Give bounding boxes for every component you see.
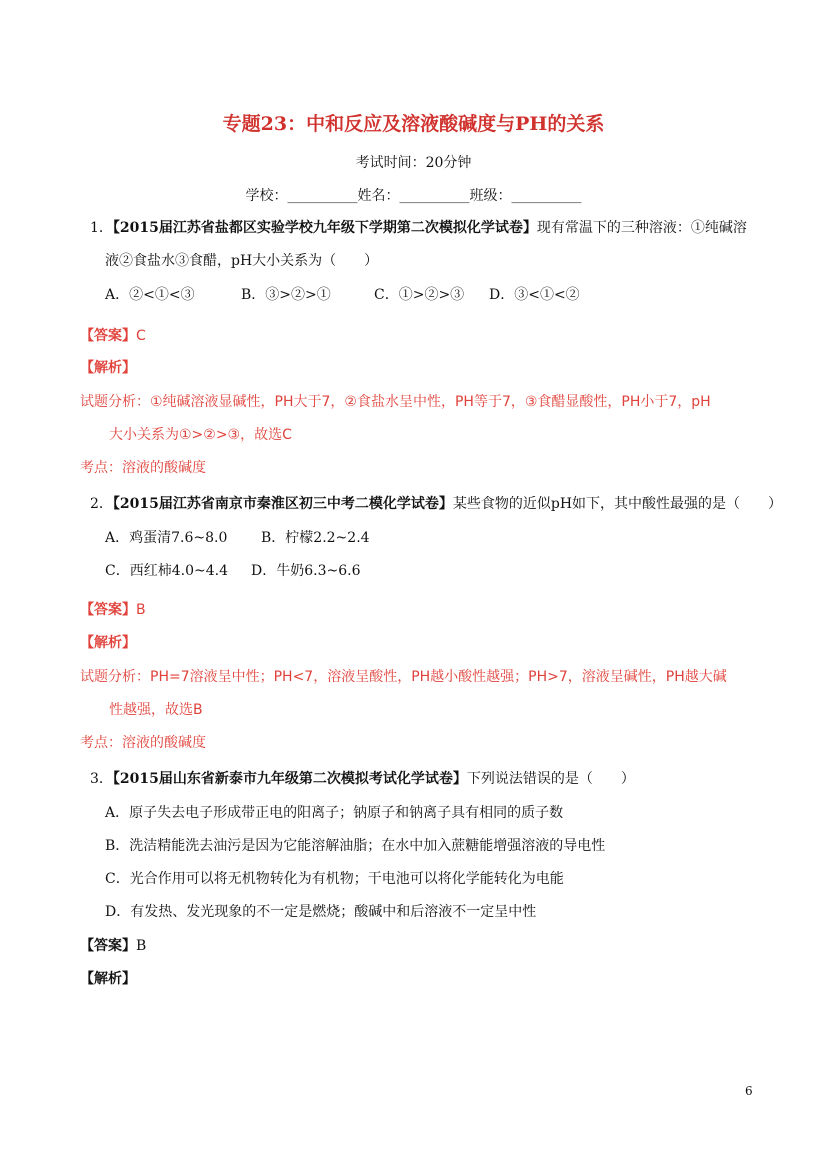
question-2-analysis-line-1: 试题分析：PH=7溶液呈中性；PH<7，溶液呈酸性，PH越小酸性越强；PH>7，溶液呈碱性，PH越大碱 [80, 669, 727, 685]
question-3-analysis-label: 【解析】 [80, 971, 136, 987]
question-3-option-c: C．光合作用可以将无机物转化为有机物；干电池可以将化学能转化为电能 [105, 871, 564, 887]
question-stem: 某些食物的近似pH如下，其中酸性最强的是（ ） [452, 496, 783, 512]
question-source: 【2015届江苏省盐都区实验学校九年级下学期第二次模拟化学试卷】 [112, 220, 537, 236]
exam-time: 考试时间：20分钟 [355, 155, 472, 171]
question-1-answer [80, 325, 146, 345]
page-number: 6 [745, 1084, 753, 1098]
question-1-option-c: C．①>②>③ [374, 287, 465, 303]
question-1-line-2: 液②食盐水③食醋，pH大小关系为（ ） [105, 253, 379, 269]
question-2-line-1 [90, 493, 782, 513]
answer-value: B [136, 938, 147, 954]
question-2-analysis-label: 【解析】 [80, 635, 136, 651]
question-3-option-d: D．有发热、发光现象的不一定是燃烧；酸碱中和后溶液不一定呈中性 [105, 904, 537, 920]
question-3-option-b: B．洗洁精能洗去油污是因为它能溶解油脂；在水中加入蔗糖能增强溶液的导电性 [105, 838, 606, 854]
question-1-option-d: D．③<①<② [489, 287, 580, 303]
answer-label: 【答案】 [80, 328, 136, 344]
answer-label: 【答案】 [80, 602, 136, 618]
question-2-option-b: B．柠檬2.2~2.4 [261, 530, 370, 546]
answer-value: B [136, 602, 146, 618]
question-stem: 下列说法错误的是（ ） [466, 771, 635, 787]
question-2-option-a: A．鸡蛋清7.6~8.0 [105, 530, 228, 546]
question-1-point: 考点：溶液的酸碱度 [80, 460, 206, 476]
question-source: 【2015届山东省新泰市九年级第二次模拟考试化学试卷】 [112, 771, 467, 787]
question-number: 1． [90, 220, 113, 236]
question-3-line-1 [90, 768, 635, 788]
answer-label: 【答案】 [80, 938, 136, 954]
question-1-analysis-line-1: 试题分析：①纯碱溶液显碱性，PH大于7，②食盐水呈中性，PH等于7，③食醋显酸性，PH小于7，pH [80, 394, 711, 410]
question-2-analysis-line-2: 性越强，故选B [109, 702, 203, 718]
question-1-option-b: B．③>②>① [241, 287, 331, 303]
question-1-analysis-line-2: 大小关系为①>②>③，故选C [109, 427, 292, 443]
question-number: 3． [90, 771, 113, 787]
page-title: 专题23：中和反应及溶液酸碱度与PH的关系 [222, 113, 605, 135]
question-1-option-a: A．②<①<③ [105, 287, 195, 303]
question-number: 2． [90, 496, 113, 512]
question-3-option-a: A．原子失去电子形成带正电的阳离子；钠原子和钠离子具有相同的质子数 [105, 805, 564, 821]
question-1-line-1 [90, 217, 747, 237]
student-info-fields: 学校：__________姓名：__________班级：__________ [245, 188, 582, 204]
question-2-answer [80, 599, 146, 619]
question-3-answer [80, 935, 146, 955]
question-source: 【2015届江苏省南京市秦淮区初三中考二模化学试卷】 [112, 496, 453, 512]
question-2-option-c: C．西红柿4.0~4.4 [105, 563, 228, 579]
question-stem: 现有常温下的三种溶液：①纯碱溶 [536, 220, 747, 236]
question-2-point: 考点：溶液的酸碱度 [80, 735, 206, 751]
question-2-option-d: D．牛奶6.3~6.6 [251, 563, 361, 579]
question-1-analysis-label: 【解析】 [80, 360, 136, 376]
answer-value: C [136, 328, 146, 344]
